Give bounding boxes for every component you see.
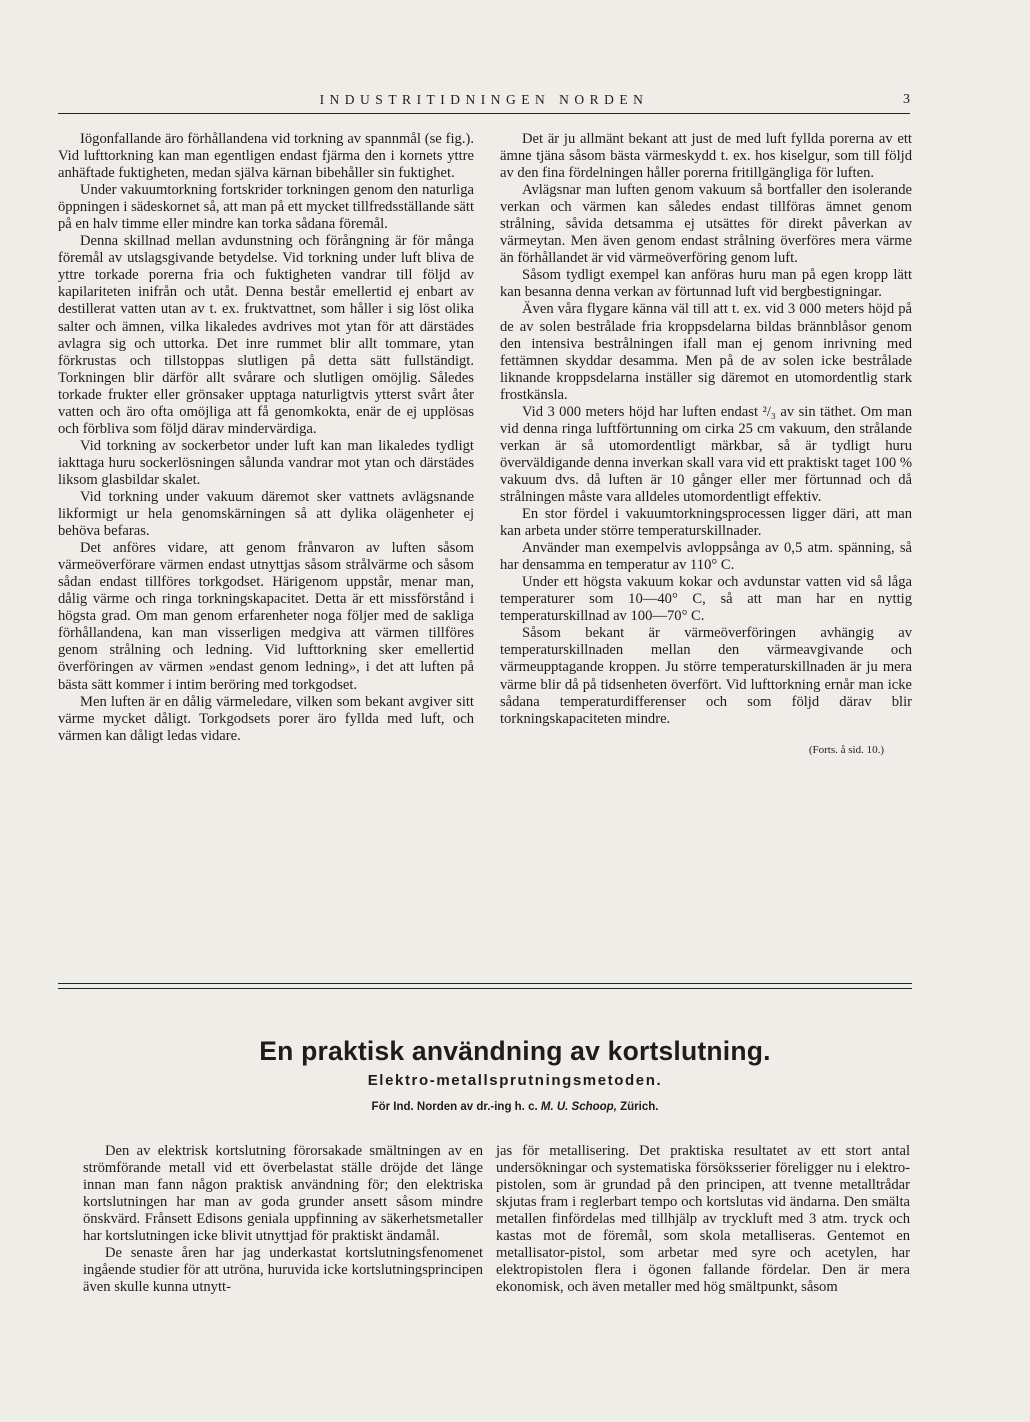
running-header: [58, 92, 910, 114]
byline-prefix: För Ind. Norden av dr.-ing h. c.: [371, 1101, 538, 1113]
article-subtitle: Elektro-metallsprutningsmetoden.: [367, 1072, 663, 1089]
paragraph: Under ett högsta vakuum kokar och avdunstar vatten vid så låga temperaturer som 10—40° C, så att man har en nyttig temperaturskillnad av 100—70° C.: [500, 574, 912, 625]
byline: [0, 1101, 1030, 1113]
paragraph: jas för metallisering. Det praktiska resultatet av ett stort antal undersökningar och systematiska försöksserier föreligger nu i elektro-pistolen, som är grundad på den principen, att tvenne metalltrådar skjutas fram i reglerbart tempo och kortslutas vid ändarna. Den smälta metallen finfördelas med tillhjälp av tryckluft med 3 atm. tryck och kastas mot de föremål, som skola metalliseras. Gentemot en metallisator-pistol, som arbetar med syre och acetylen, har elektropistolen flera i ögonen fallande fördelar. Den är mera ekonomisk, och även metaller med hög smältpunkt, såsom: [496, 1143, 910, 1296]
running-title: INDUSTRITIDNINGEN NORDEN: [319, 92, 649, 107]
paragraph: En stor fördel i vakuumtorkningsprocessen ligger däri, att man kan arbeta under större temperaturskillnader.: [500, 506, 912, 540]
paragraph: Det anföres vidare, att genom frånvaron av luften såsom värmeöverförare värmen endast utnyttjas såsom strålvärme och såsom sådan endast tillföres torkgodset. Härigenom uppstår, menar man, dålig värme och ringa torkningskapacitet. Detta är ett missförstånd i högsta grad. Om man genom erfarenheter noga följer med de sakliga förhållandena, kan man visserligen medgiva att värmen tillföres genom strålning och ledning. Vid lufttorkning sker emellertid överföringen av värmen »endast genom ledning», i det att luften på bästa sätt kommer i intim beröring med torkgodset.: [58, 540, 474, 693]
article-title: En praktisk användning av kortslutning.: [259, 1036, 771, 1066]
paragraph: Vid torkning under vakuum däremot sker vattnets avlägsnande likformigt ur hela genomskärningen så att dylika olägenheter ej behöva befaras.: [58, 488, 474, 540]
upper-left-column: [58, 131, 474, 745]
header-rule: [58, 113, 910, 114]
paragraph: Vid 3 000 meters höjd har luften endast ²/₃ av sin täthet. Om man vid denna ringa luftförtunning om cirka 25 cm vakuum, den strålande verkan är så utomordentligt märkbar, så är tydligt huru överväldigande denna inverkan skall vara vid ett praktiskt taget 100 % vakuum dvs. då luften är 10 gånger eller mer förtunnad och då strålningen måste vara alldeles utomordentligt effektiv.: [500, 403, 912, 505]
article-left-column: [83, 1143, 483, 1296]
upper-right-column: [500, 131, 912, 759]
page-number: 3: [903, 92, 910, 107]
paragraph: Vid torkning av sockerbetor under luft kan man likaledes tydligt iakttaga huru sockerlösningen sålunda vandrar mot ytan och därstädes liksom glasbildar skalet.: [58, 437, 474, 488]
paragraph: Den av elektrisk kortslutning förorsakade smältningen av en strömförande metall vid ett överbelastat ställe dröjde det länge innan man fann någon praktisk användning för; den elektriska kortslutningen har man av goda grunder ansett såsom mindre önskvärd. Frånsett Edisons geniala uppfinning av säkerhetsmetaller har kortslutningen icke blivit utnyttjad för praktiskt ändamål.: [83, 1143, 483, 1245]
article-right-column: [496, 1143, 910, 1296]
paragraph: Även våra flygare känna väl till att t. ex. vid 3 000 meters höjd på de av solen bestrålade fria kroppsdelarna bildas brännblåsor genom den intensiva bestrålningen ifall man ej genom inrivning med fettämnen skyddar desamma. Men på de av solen icke bestrålade liknande kroppsdelarna inställer sig däremot en utomordentlig stark frostkänsla.: [500, 301, 912, 403]
paragraph: De senaste åren har jag underkastat kortslutningsfenomenet ingående studier för att utröna, huruvida icke kortslutningsprincipen även skulle kunna utnytt-: [83, 1245, 483, 1296]
paragraph: Det är ju allmänt bekant att just de med luft fyllda porerna av ett ämne tjäna såsom bästa värmeskydd t. ex. hos kiselgur, som till följd av den fina fördelningen håller porerna fritillgängliga för luften.: [500, 131, 912, 182]
paragraph: Såsom tydligt exempel kan anföras huru man på egen kropp lätt kan besanna denna verkan av förtunnad luft vid bergbestigningar.: [500, 267, 912, 301]
byline-place: Zürich.: [620, 1101, 659, 1113]
paragraph: Såsom bekant är värmeöverföringen avhängig av temperaturskillnaden mellan den värmeavgivande och värmeupptagande kroppen. Ju större temperaturskillnaden är ju mera värme blir då på tidsenheten överfört. Vid lufttorkning ernår man icke sådana temperaturdifferenser och som följd därav blir torkningskapaciteten mindre.: [500, 625, 912, 727]
paragraph: Iögonfallande äro förhållandena vid torkning av spannmål (se fig.). Vid lufttorkning kan man egentligen endast fjärma den i kornets yttre anhäftade fuktigheten, medan själva kärnan bibehåller sin fuktighet.: [58, 131, 474, 182]
byline-author: M. U. Schoop,: [540, 1101, 617, 1113]
section-divider: [58, 983, 912, 989]
paragraph: Men luften är en dålig värmeledare, vilken som bekant avgiver sitt värme mycket dåligt. Torkgodsets porer äro fyllda med luft, och värmen kan dåligt ledas vidare.: [58, 693, 474, 744]
paragraph: Avlägsnar man luften genom vakuum så bortfaller den isolerande verkan och värmen kan således endast tillföras ämnet genom strålning, såvida detsamma ej utsättes för direkt påverkan av värmeytan. Men även genom endast strålning överföres mera värme än förhållandet är vid värmeöverföring genom luft.: [500, 182, 912, 267]
paragraph: Under vakuumtorkning fortskrider torkningen genom den naturliga öppningen i sädeskornet så, att man på ett mycket tillfredsställande sätt på en halv timme eller mindre kan torka sådana föremål.: [58, 182, 474, 233]
paragraph: Använder man exempelvis avloppsånga av 0,5 atm. spänning, så har densamma en temperatur av 110° C.: [500, 540, 912, 574]
paragraph: Denna skillnad mellan avdunstning och förångning är för många föremål av utslagsgivande betydelse. Vid torkning under luft bliva de yttre torkade porerna fria och fuktigheten vandrar till följd av kapilariteten inifrån och utåt. Denna består emellertid ej enbart av destillerat vatten utan av t. ex. fruktvattnet, som håller i sig löst olika salter och ämnen, vilka likaledes avdrives mot ytan för att därstädes avlagra sig och uttorka. Det inre rummet blir allt tommare, ytan förkrustas och tillstoppas slutligen på detta sätt fullständigt. Torkningen blir därför allt svårare och slutligen omöjlig. Således torkade frukter eller grönsaker upptaga naturligtvis ytterst svårt åter vatten och äro ofta omöjliga att få genomkokta, enär de ej upplösas och förbliva som följd därav mindervärdiga.: [58, 233, 474, 437]
continuation-note: (Forts. å sid. 10.): [808, 743, 884, 756]
